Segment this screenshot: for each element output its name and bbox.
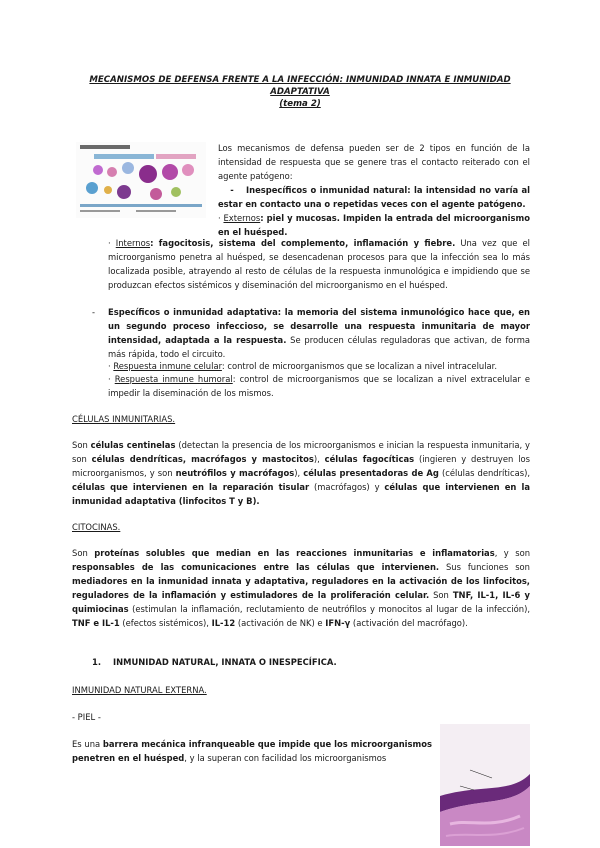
section-1-number: 1. [92, 657, 102, 667]
text-run: TNF e IL-1 [72, 618, 120, 628]
adaptive-bold: Específicos o inmunidad adaptativa: la memoria del sistema inmunológico hace que, en un segundo proceso infeccioso, se desarrolle una respuesta inmunitaria de mayor intensidad, adaptada a la respuesta. [108, 307, 530, 345]
text-run: ), [313, 454, 325, 464]
humoral-text: : control de microorganismos que se localizan a nivel extracelular e impedir la diseminación de los mismos. [108, 374, 530, 398]
text-run: barrera mecánica infranqueable que impide que los microorganismos penetren en el huésped [72, 739, 433, 763]
text-run: células presentadoras de Ag [303, 468, 439, 478]
text-run: responsables de las comunicaciones entre las células que intervienen. [72, 562, 440, 572]
internal-bold: : fagocitosis, sistema del complemento, inflamación y fiebre. [150, 238, 456, 248]
external-text: : piel y mucosas. Impiden la entrada del microorganismo en el huésped. [218, 213, 530, 237]
title-line-1: MECANISMOS DE DEFENSA FRENTE A LA INFECCIÓN: INMUNIDAD INNATA E INMUNIDAD [89, 75, 511, 85]
title-line-2: ADAPTATIVA [270, 87, 330, 97]
text-run: células dendríticas, macrófagos y mastocitos [91, 454, 314, 464]
text-run: Son [72, 440, 91, 450]
innate-text: Inespecíficos o inmunidad natural: la intensidad no varía al estar en contacto una o repetidas veces con el agente patógeno. [218, 185, 530, 209]
skin-subheading: - PIEL - [72, 712, 101, 722]
external-immunity-heading: INMUNIDAD NATURAL EXTERNA. [72, 685, 207, 695]
cellular-label: Respuesta inmune celular [113, 361, 222, 371]
text-run: neutrófilos y macrófagos [175, 468, 295, 478]
text-run: células que intervienen en la reparación tisular [72, 482, 310, 492]
text-run: IFN-γ [325, 618, 351, 628]
text-run: , y la superan con facilidad los microorganismos [184, 753, 387, 763]
text-run: TNF, IL-1, IL-6 y quimiocinas [72, 590, 530, 614]
text-run: mediadores en la inmunidad innata y adaptativa, reguladores en la activación de los linfocitos, reguladores de la inflamación y estimuladores de la proliferación celular. [72, 576, 530, 600]
cytokines-paragraph [72, 546, 530, 630]
adaptive-item [108, 305, 530, 361]
text-run: células fagocíticas [324, 454, 415, 464]
innate-dash: - [230, 185, 234, 195]
text-run: (activación del macrófago). [350, 618, 468, 628]
text-run: (activación de NK) e [235, 618, 326, 628]
text-run: (macrófagos) y [309, 482, 385, 492]
cells-paragraph [72, 438, 530, 508]
internal-item: · Internos: fagocitosis, sistema del complemento, inflamación y fiebre. Una vez que el microorganismo penetra al huésped, se desencadenan procesos para que la infección sea lo más localizada posible, atrayendo al resto de células de la respuesta inmunológica e impidiendo que se produzcan efectos sistémicos y diseminación del microorganismo en el huésped. [108, 238, 530, 290]
text-run: Sus funciones son [439, 562, 530, 572]
title-line-3: (tema 2) [279, 99, 321, 109]
text-run: (efectos sistémicos), [119, 618, 212, 628]
adaptive-dash: - [92, 307, 96, 317]
cellular-item: · Respuesta inmune celular: control de microorganismos que se localizan a nivel intracelular. [108, 361, 498, 371]
immune-cells-figure [76, 142, 206, 218]
adaptive-text: Se producen células reguladoras que activan, de forma más rápida, todo el circuito. [108, 335, 530, 359]
text-run: células centinelas [90, 440, 176, 450]
text-run: Son [72, 548, 95, 558]
skin-paragraph [72, 737, 432, 765]
text-run: (células dendríticas), [438, 468, 531, 478]
intro-paragraph: Los mecanismos de defensa pueden ser de 2 tipos en función de la intensidad de respuesta que se genere tras el contacto reiterado con el agente patógeno: [218, 143, 530, 181]
section-1-title: INMUNIDAD NATURAL, INNATA O INESPECÍFICA. [113, 657, 337, 667]
cellular-text: : control de microorganismos que se localizan a nivel intracelular. [221, 361, 498, 371]
text-run: (ingieren y destruyen los microorganismos, y son [72, 454, 531, 478]
cytokines-heading: CITOCINAS. [72, 522, 121, 532]
document-title [70, 74, 530, 110]
cells-heading: CÉLULAS INMUNITARIAS. [72, 414, 176, 424]
text-run: proteínas solubles que median en las reacciones inmunitarias e inflamatorias [94, 548, 495, 558]
text-run: ), [294, 468, 304, 478]
skin-histology-figure [440, 724, 530, 846]
text-run: células que intervienen en la inmunidad adaptativa (linfocitos T y B). [72, 482, 531, 506]
innate-item [218, 183, 530, 211]
internal-text: Una vez que el microorganismo penetra al huésped, se desencadenan procesos para que la infección sea lo más localizada posible, atrayendo al resto de células de la respuesta inmunológica e impidiendo que se produzcan efectos sistémicos y diseminación del microorganismo en el huésped. [108, 238, 530, 290]
text-run: Son [429, 590, 453, 600]
text-run: IL-12 [211, 618, 236, 628]
external-item: · Externos: piel y mucosas. Impiden la entrada del microorganismo en el huésped. [218, 213, 530, 237]
humoral-item: · Respuesta inmune humoral: control de microorganismos que se localizan a nivel extracelular e impedir la diseminación de los mismos. [108, 374, 530, 398]
text-run: , y son [494, 548, 530, 558]
internal-label: Internos [115, 238, 151, 248]
text-run: Es una [72, 739, 103, 749]
text-run: (detectan la presencia de los microorganismos e inician la respuesta inmunitaria, y son [72, 440, 530, 464]
text-run: (estimulan la inflamación, reclutamiento de neutrófilos y monocitos al lugar de la infección), [128, 604, 530, 614]
section-1-heading [92, 655, 530, 669]
external-label: Externos [223, 213, 261, 223]
humoral-label: Respuesta inmune humoral [114, 374, 233, 384]
